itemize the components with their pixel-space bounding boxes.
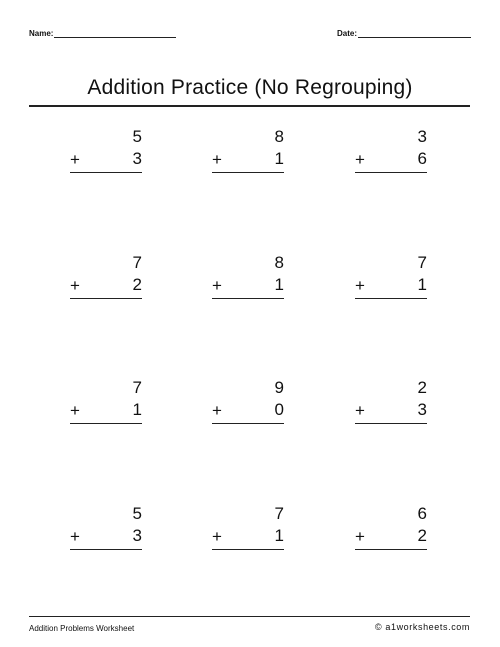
footer-divider xyxy=(29,616,470,617)
answer-line xyxy=(355,172,427,173)
problem-top-number: 7 xyxy=(274,504,284,523)
plus-sign: + xyxy=(355,527,365,546)
problem-bottom-number: 3 xyxy=(132,149,142,168)
date-blank-line[interactable] xyxy=(358,30,471,38)
answer-line xyxy=(70,423,142,424)
plus-sign: + xyxy=(70,150,80,169)
problem-top-number: 2 xyxy=(417,378,427,397)
problem-bottom-number: 2 xyxy=(132,275,142,294)
problem-top-number: 6 xyxy=(417,504,427,523)
plus-sign: + xyxy=(70,527,80,546)
name-blank-line[interactable] xyxy=(54,30,176,38)
date-label: Date: xyxy=(337,29,358,38)
problem-11 xyxy=(212,504,284,554)
answer-line xyxy=(355,298,427,299)
problem-bottom-number: 1 xyxy=(417,275,427,294)
problem-12 xyxy=(355,504,427,554)
problem-4 xyxy=(70,253,142,303)
problem-7 xyxy=(70,378,142,428)
problem-top-number: 8 xyxy=(274,127,284,146)
problem-bottom-number: 1 xyxy=(132,400,142,419)
plus-sign: + xyxy=(355,150,365,169)
answer-line xyxy=(70,298,142,299)
answer-line xyxy=(212,423,284,424)
problem-top-number: 7 xyxy=(132,253,142,272)
problem-bottom-number: 1 xyxy=(274,275,284,294)
problem-10 xyxy=(70,504,142,554)
problem-top-number: 9 xyxy=(274,378,284,397)
answer-line xyxy=(355,549,427,550)
date-field[interactable] xyxy=(337,29,471,38)
problem-bottom-number: 1 xyxy=(274,149,284,168)
plus-sign: + xyxy=(212,276,222,295)
footer-copyright: © a1worksheets.com xyxy=(375,622,470,632)
problem-9 xyxy=(355,378,427,428)
problem-top-number: 7 xyxy=(417,253,427,272)
problem-bottom-number: 3 xyxy=(132,526,142,545)
problem-top-number: 5 xyxy=(132,504,142,523)
answer-line xyxy=(212,298,284,299)
plus-sign: + xyxy=(70,401,80,420)
problem-6 xyxy=(355,253,427,303)
problem-bottom-number: 0 xyxy=(274,400,284,419)
footer-worksheet-name: Addition Problems Worksheet xyxy=(29,624,135,633)
problem-bottom-number: 2 xyxy=(417,526,427,545)
problem-top-number: 3 xyxy=(417,127,427,146)
answer-line xyxy=(212,172,284,173)
problem-top-number: 7 xyxy=(132,378,142,397)
title-divider xyxy=(29,105,470,107)
plus-sign: + xyxy=(212,401,222,420)
page-title: Addition Practice (No Regrouping) xyxy=(87,76,413,99)
plus-sign: + xyxy=(355,276,365,295)
problem-3 xyxy=(355,127,427,177)
plus-sign: + xyxy=(212,527,222,546)
problem-top-number: 5 xyxy=(132,127,142,146)
plus-sign: + xyxy=(212,150,222,169)
answer-line xyxy=(355,423,427,424)
plus-sign: + xyxy=(70,276,80,295)
problem-bottom-number: 6 xyxy=(417,149,427,168)
answer-line xyxy=(212,549,284,550)
problem-2 xyxy=(212,127,284,177)
problem-top-number: 8 xyxy=(274,253,284,272)
problem-bottom-number: 3 xyxy=(417,400,427,419)
answer-line xyxy=(70,172,142,173)
problem-8 xyxy=(212,378,284,428)
plus-sign: + xyxy=(355,401,365,420)
answer-line xyxy=(70,549,142,550)
problem-bottom-number: 1 xyxy=(274,526,284,545)
name-field[interactable] xyxy=(29,29,176,38)
name-label: Name: xyxy=(29,29,54,38)
problem-5 xyxy=(212,253,284,303)
problem-1 xyxy=(70,127,142,177)
